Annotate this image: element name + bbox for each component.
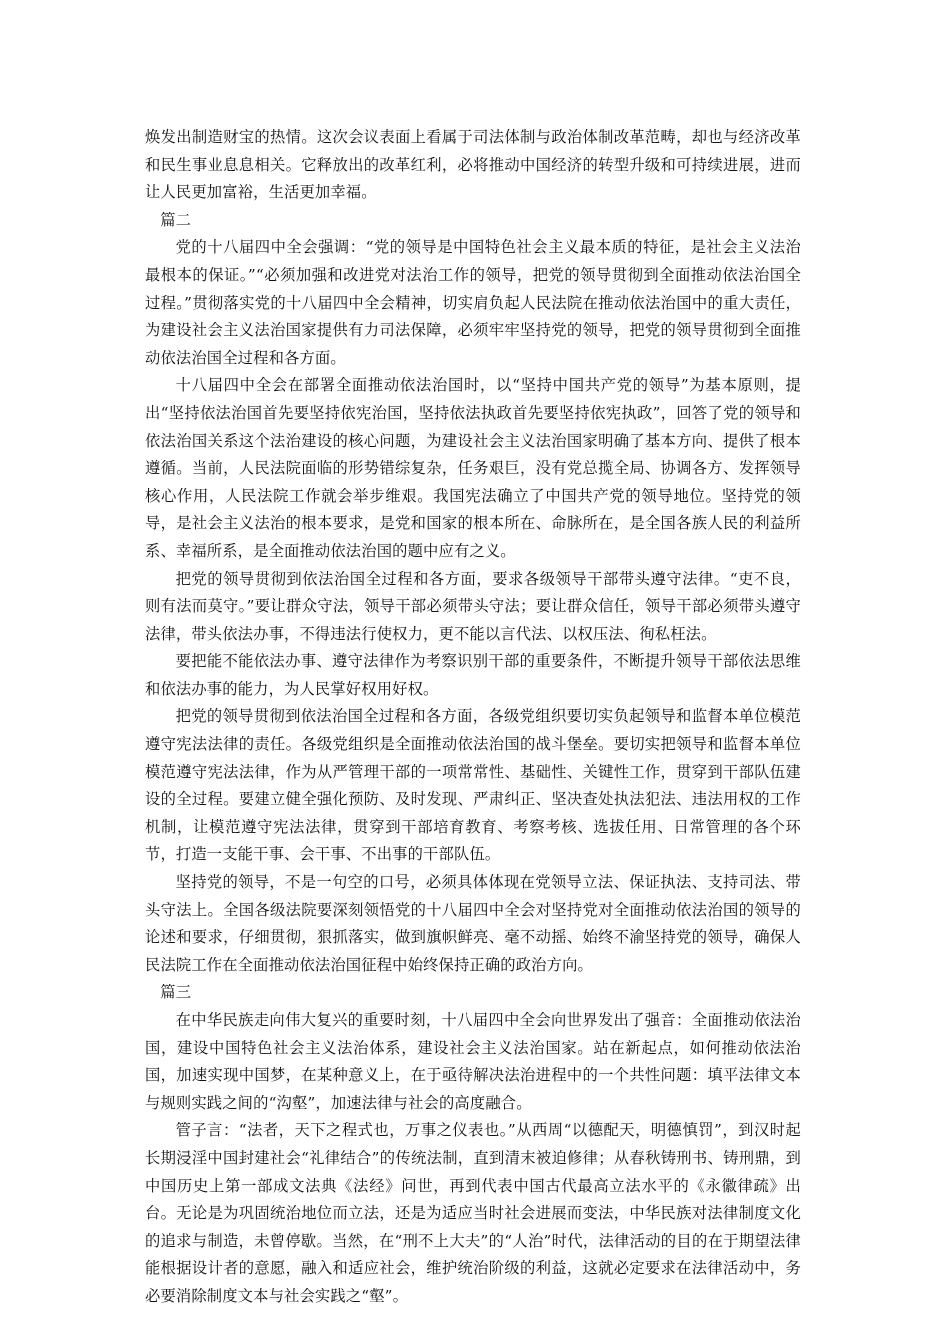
document-body bbox=[145, 124, 801, 1311]
body-paragraph: 要把能不能依法办事、遵守法律作为考察识别干部的重要条件，不断提升领导干部依法思维和依法办事的能力，为人民掌好权用好权。 bbox=[145, 652, 801, 698]
body-paragraph: 在中华民族走向伟大复兴的重要时刻，十八届四中全会向世界发出了强音：全面推动依法治国，建设中国特色社会主义法治体系，建设社会主义法治国家。站在新起点，如何推动依法治国，加速实现中国梦，在某种意义上，在于亟待解决法治进程中的一个共性问题：填平法律文本与规则实践之间的“沟壑”，加速法律与社会的高度融合。 bbox=[145, 1011, 801, 1112]
body-paragraph: 把党的领导贯彻到依法治国全过程和各方面，要求各级领导干部带头遵守法律。“吏不良，则有法而莫守。”要让群众守法，领导干部必须带头守法；要让群众信任，领导干部必须带头遵守法律，带头依法办事，不得违法行使权力，更不能以言代法、以权压法、徇私枉法。 bbox=[145, 569, 801, 643]
body-paragraph: 坚持党的领导，不是一句空的口号，必须具体体现在党领导立法、保证执法、支持司法、带头守法上。全国各级法院要深刻领悟党的十八届四中全会对坚持党对全面推动依法治国的领导的论述和要求，仔细贯彻，狠抓落实，做到旗帜鲜亮、毫不动摇、始终不渝坚持党的领导，确保人民法院工作在全面推动依法治国征程中始终保持正确的政治方向。 bbox=[145, 873, 801, 974]
section-heading-part-three: 篇三 bbox=[160, 983, 192, 1002]
body-paragraph: 把党的领导贯彻到依法治国全过程和各方面，各级党组织要切实负起领导和监督本单位模范遵守宪法法律的责任。各级党组织是全面推动依法治国的战斗堡垒。要切实把领导和监督本单位模范遵守宪法法律，作为从严管理干部的一项常常性、基础性、关键性工作，贯穿到干部队伍建设的全过程。要建立健全强化预防、及时发现、严肃纠正、坚决查处执法犯法、违法用权的工作机制，让模范遵守宪法法律，贯穿到干部培育教育、考察考核、选拔任用、日常管理的各个环节，打造一支能干事、会干事、不出事的干部队伍。 bbox=[145, 707, 801, 864]
body-paragraph: 党的十八届四中全会强调：“党的领导是中国特色社会主义最本质的特征，是社会主义法治最根本的保证。”“必须加强和改进党对法治工作的领导，把党的领导贯彻到全面推动依法治国全过程。”贯彻落实党的十八届四中全会精神，切实肩负起人民法院在推动依法治国中的重大责任，为建设社会主义法治国家提供有力司法保障，必须牢牢坚持党的领导，把党的领导贯彻到全面推动依法治国全过程和各方面。 bbox=[145, 238, 801, 367]
section-heading-part-two: 篇二 bbox=[160, 210, 192, 229]
continuation-paragraph: 焕发出制造财宝的热情。这次会议表面上看属于司法体制与政治体制改革范畴，却也与经济改革和民生事业息息相关。它释放出的改革红利，必将推动中国经济的转型升级和可持续进展，进而让人民更加富裕，生活更加幸福。 bbox=[145, 128, 801, 202]
body-paragraph: 十八届四中全会在部署全面推动依法治国时，以“坚持中国共产党的领导”为基本原则，提出“坚持依法治国首先要坚持依宪治国，坚持依法执政首先要坚持依宪执政”，回答了党的领导和依法治国关系这个法治建设的核心问题，为建设社会主义法治国家明确了基本方向、提供了根本遵循。当前，人民法院面临的形势错综复杂，任务艰巨，没有党总揽全局、协调各方、发挥领导核心作用，人民法院工作就会举步维艰。我国宪法确立了中国共产党的领导地位。坚持党的领导，是社会主义法治的根本要求，是党和国家的根本所在、命脉所在，是全国各族人民的利益所系、幸福所系，是全面推动依法治国的题中应有之义。 bbox=[145, 376, 801, 560]
body-paragraph: 管子言：“法者，天下之程式也，万事之仪表也。”从西周“以德配天，明德慎罚”，到汉时起长期浸淫中国封建社会“礼律结合”的传统法制，直到清末被迫修律；从春秋铸刑书、铸刑鼎，到中国历史上第一部成文法典《法经》问世，再到代表中国古代最高立法水平的《永徽律疏》出台。无论是为巩固统治地位而立法，还是为适应当时社会进展而变法，中华民族对法律制度文化的追求与制造，未曾停歇。当然，在“刑不上大夫”的“人治”时代，法律活动的目的在于期望法律能根据设计者的意愿，融入和适应社会，维护统治阶级的利益，这就必定要求在法律活动中，务必要消除制度文本与社会实践之“壑”。 bbox=[145, 1121, 801, 1305]
